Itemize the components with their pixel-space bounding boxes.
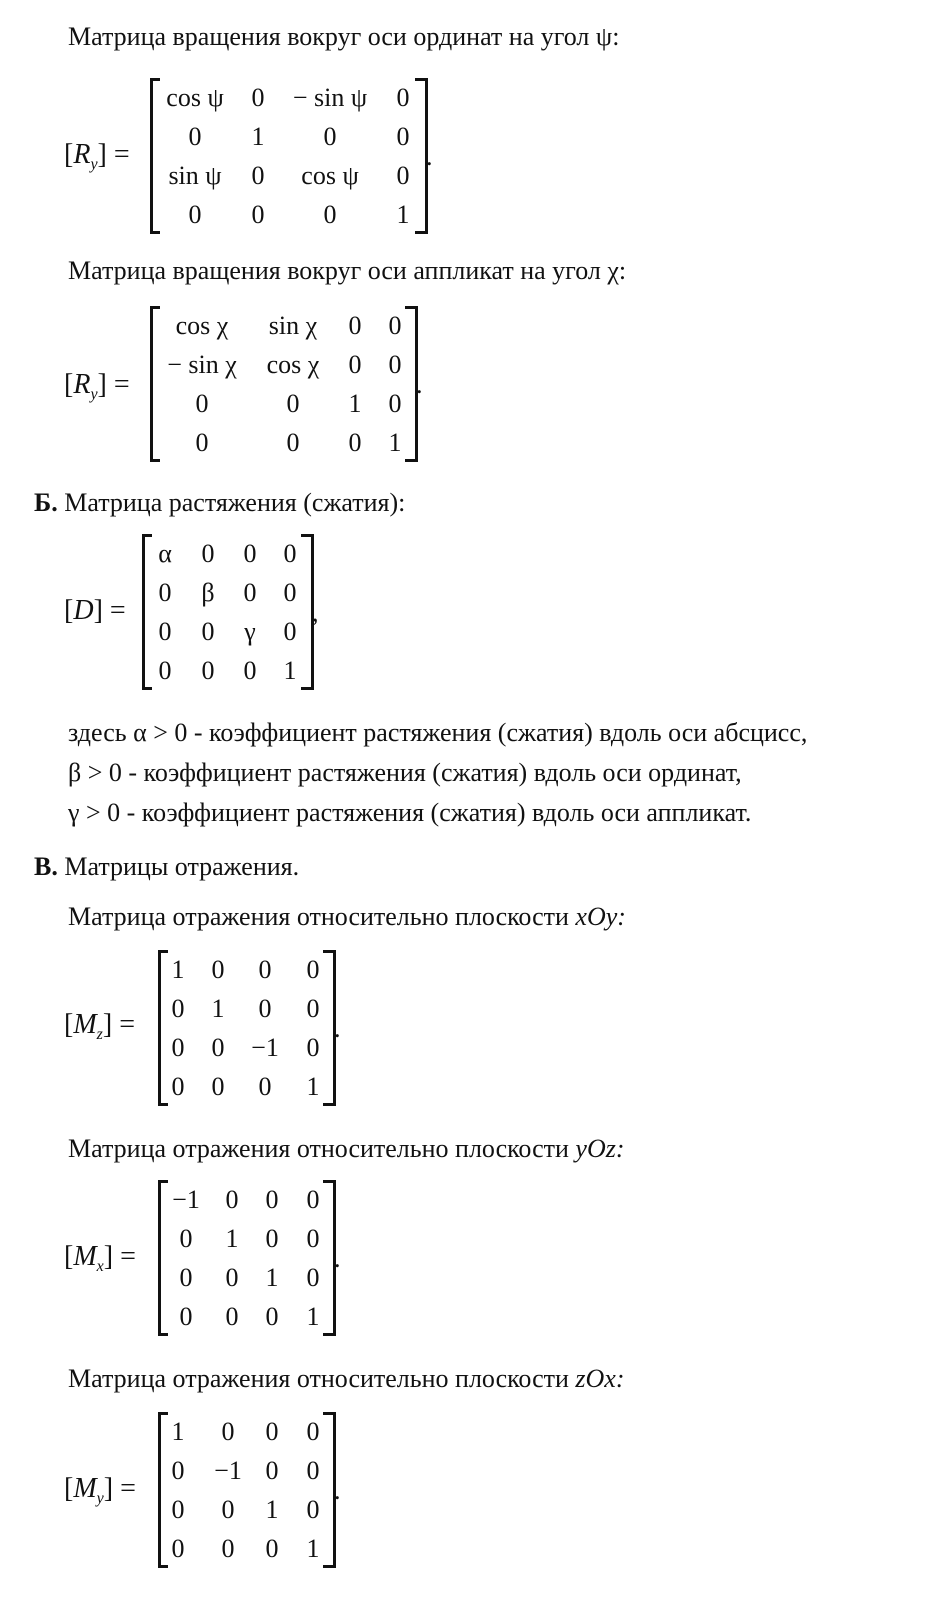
matrix-cell: 1 [171,954,185,984]
matrix-cell: 0 [221,1494,235,1524]
matrix-cell: 0 [201,616,215,646]
bracket-serif [405,459,415,462]
caption-suffix: : [618,256,627,285]
lhs-symbol: M [73,1241,97,1272]
matrix-cell: 0 [265,1184,279,1214]
matrix-cell: 1 [388,427,402,457]
caption-text: Матрица вращения вокруг оси ординат на угол [68,22,590,51]
caption-text: Матрица отражения относительно плоскости [68,1134,569,1163]
matrix-cell: 0 [211,1071,225,1101]
lhs-symbol: M [73,1473,97,1504]
caption-reflect-yoz [68,1134,625,1164]
matrix-cell: 0 [221,1416,235,1446]
matrix-cell: 0 [306,1416,320,1446]
bracket-serif [301,687,311,690]
section-letter: Б. [34,488,58,517]
matrix-cell: cos ψ [301,160,359,190]
section-letter: В. [34,852,58,881]
matrix-cell: 0 [243,655,257,685]
matrix-cell: 0 [195,427,209,457]
matrix-cell: 1 [225,1223,239,1253]
plane-label: xOy: [575,902,626,931]
matrix-cell: 0 [201,655,215,685]
bracket-serif [158,1333,168,1336]
matrix-cell: 0 [225,1184,239,1214]
section-title: Матрица растяжения (сжатия): [64,488,406,517]
matrix-cell: 1 [306,1071,320,1101]
matrix-cell: − sin χ [167,349,237,379]
matrix-cell: 0 [179,1223,193,1253]
matrix-cell: −1 [214,1455,242,1485]
lhs-subscript: y [90,156,98,173]
matrix-cell: 0 [306,1262,320,1292]
matrix-cell: 1 [265,1262,279,1292]
matrix-cell: 1 [283,655,297,685]
bracket-serif [150,306,160,309]
matrix-cell: 0 [171,1071,185,1101]
matrix-cell: 0 [348,349,362,379]
bracket-serif [323,1565,333,1568]
lhs-symbol: R [73,369,91,400]
bracket-serif [323,1333,333,1336]
bracket-serif [158,1103,168,1106]
caption-text: Матрица отражения относительно плоскости [68,902,569,931]
matrix-cell: 0 [258,1071,272,1101]
angle-symbol: χ [607,256,619,285]
caption-reflect-xoy [68,902,626,932]
bracket-serif [323,1180,333,1183]
bracket-serif [158,1180,168,1183]
matrix-cell: 0 [243,577,257,607]
matrix-cell: sin ψ [168,160,222,190]
matrix-cell: 0 [225,1301,239,1331]
matrix-trailing-punctuation: . [426,142,433,171]
matrix-cell: 0 [306,1223,320,1253]
lhs-subscript: z [96,1026,103,1043]
lhs-stretch: [D] = [64,595,126,626]
matrix-cell: 0 [265,1455,279,1485]
lhs-reflect-yoz: $[M_x]$ = [64,1241,136,1275]
note-line-1: здесь α > 0 - коэффициент растяжения (сжатия) вдоль оси абсцисс, [68,718,808,747]
caption-text: Матрица отражения относительно плоскости [68,1364,569,1393]
matrix-trailing-punctuation: . [416,370,423,399]
matrix-cell: − sin ψ [292,82,368,112]
matrix-trailing-punctuation: , [312,598,319,627]
matrix-cell: 0 [306,1494,320,1524]
matrix-cell: cos ψ [166,82,224,112]
lhs-subscript: y [90,386,98,403]
section-b-heading [34,488,405,518]
caption-rotation-z [68,256,626,286]
lhs-reflect-zox: $[M_y]$ = [64,1473,136,1507]
bracket-serif [415,78,425,81]
matrix-cell: 0 [171,1494,185,1524]
matrix-cell: 0 [171,1533,185,1563]
lhs-reflect-xoy: $[M_z]$ = [64,1009,136,1043]
matrix-cell: 0 [323,121,337,151]
matrix-cell: 1 [306,1533,320,1563]
matrix-cell: sin χ [268,310,318,340]
matrix-cell: 0 [396,121,410,151]
matrix-cell: 0 [188,199,202,229]
note-line-3: γ > 0 - коэффициент растяжения (сжатия) вдоль оси аппликат. [68,798,752,827]
matrix-cell: cos χ [175,310,229,340]
matrix-cell: 0 [306,1455,320,1485]
caption-reflect-zox [68,1364,625,1394]
matrix-cell: 0 [211,1032,225,1062]
matrix-cell: 1 [251,121,265,151]
matrix-cell: 1 [265,1494,279,1524]
matrix-cell: 0 [211,954,225,984]
caption-suffix: : [612,22,620,51]
bracket-serif [158,1412,168,1415]
matrix-cell: 0 [221,1533,235,1563]
bracket-serif [323,1412,333,1415]
bracket-serif [142,534,152,537]
matrix-cell: α [158,538,172,568]
matrix-cell: 0 [265,1416,279,1446]
matrix-cell: 0 [171,1032,185,1062]
matrix-cell: 0 [243,538,257,568]
matrix-cell: 0 [251,160,265,190]
matrix-cell: 0 [306,1032,320,1062]
lhs-subscript: x [96,1258,104,1275]
caption-text: Матрица вращения вокруг оси аппликат на угол [68,256,601,285]
matrix-cell: 1 [348,388,362,418]
bracket-serif [415,231,425,234]
matrix-cell: 0 [265,1533,279,1563]
bracket-serif [323,950,333,953]
section-c-heading [34,852,299,882]
bracket-serif [150,78,160,81]
matrix-cell: cos χ [266,349,320,379]
plane-label: yOz: [575,1134,625,1163]
matrix-cell: 0 [286,427,300,457]
matrix-cell: 0 [201,538,215,568]
matrix-cell: 0 [251,199,265,229]
matrix-trailing-punctuation: . [334,1244,341,1273]
lhs-rotation-y: $[R_y]$ = [64,139,130,173]
matrix-cell: 0 [306,993,320,1023]
matrix-cell: 0 [179,1262,193,1292]
bracket-serif [150,459,160,462]
matrix-cell: γ [244,616,256,646]
matrix-cell: 1 [171,1416,185,1446]
matrix-cell: 0 [188,121,202,151]
matrix-cell: 0 [283,538,297,568]
bracket-serif [405,306,415,309]
matrix-cell: 0 [306,1184,320,1214]
lhs-rotation-z: $[R_y]$ = [64,369,130,403]
matrix-cell: 0 [286,388,300,418]
matrix-cell: 0 [348,310,362,340]
matrix-trailing-punctuation: . [334,1476,341,1505]
matrix-cell: 1 [306,1301,320,1331]
note-line-2: β > 0 - коэффициент растяжения (сжатия) вдоль оси ординат, [68,758,742,787]
matrix-cell: −1 [251,1032,279,1062]
bracket-serif [323,1103,333,1106]
bracket-serif [150,231,160,234]
matrix-cell: 0 [171,1455,185,1485]
matrix-cell: 0 [179,1301,193,1331]
plane-label: zOx: [575,1364,625,1393]
angle-symbol: ψ [595,22,613,51]
matrix-cell: β [201,577,215,607]
caption-rotation-y [68,22,619,52]
matrix-cell: 0 [348,427,362,457]
matrix-cell: 0 [195,388,209,418]
matrix-cell: 0 [283,616,297,646]
matrix-cell: 0 [388,310,402,340]
matrix-cell: −1 [172,1184,200,1214]
bracket-serif [158,1565,168,1568]
matrix-cell: 0 [323,199,337,229]
matrix-cell: 0 [283,577,297,607]
matrix-cell: 0 [251,82,265,112]
matrix-cell: 0 [265,1301,279,1331]
bracket-serif [301,534,311,537]
matrix-cell: 1 [396,199,410,229]
matrix-cell: 0 [388,388,402,418]
matrix-cell: 1 [211,993,225,1023]
matrix-cell: 0 [258,954,272,984]
matrix-cell: 0 [158,616,172,646]
bracket-serif [142,687,152,690]
lhs-symbol: R [73,139,91,170]
matrix-cell: 0 [396,82,410,112]
bracket-serif [158,950,168,953]
matrix-cell: 0 [388,349,402,379]
matrix-cell: 0 [258,993,272,1023]
lhs-symbol: D [73,595,94,626]
matrix-cell: 0 [225,1262,239,1292]
matrix-cell: 0 [171,993,185,1023]
matrix-trailing-punctuation: . [334,1014,341,1043]
matrix-cell: 0 [306,954,320,984]
matrix-cell: 0 [158,577,172,607]
matrix-cell: 0 [396,160,410,190]
matrix-cell: 0 [265,1223,279,1253]
matrix-cell: 0 [158,655,172,685]
section-title: Матрицы отражения. [64,852,300,881]
lhs-symbol: M [73,1009,97,1040]
lhs-subscript: y [96,1490,104,1507]
